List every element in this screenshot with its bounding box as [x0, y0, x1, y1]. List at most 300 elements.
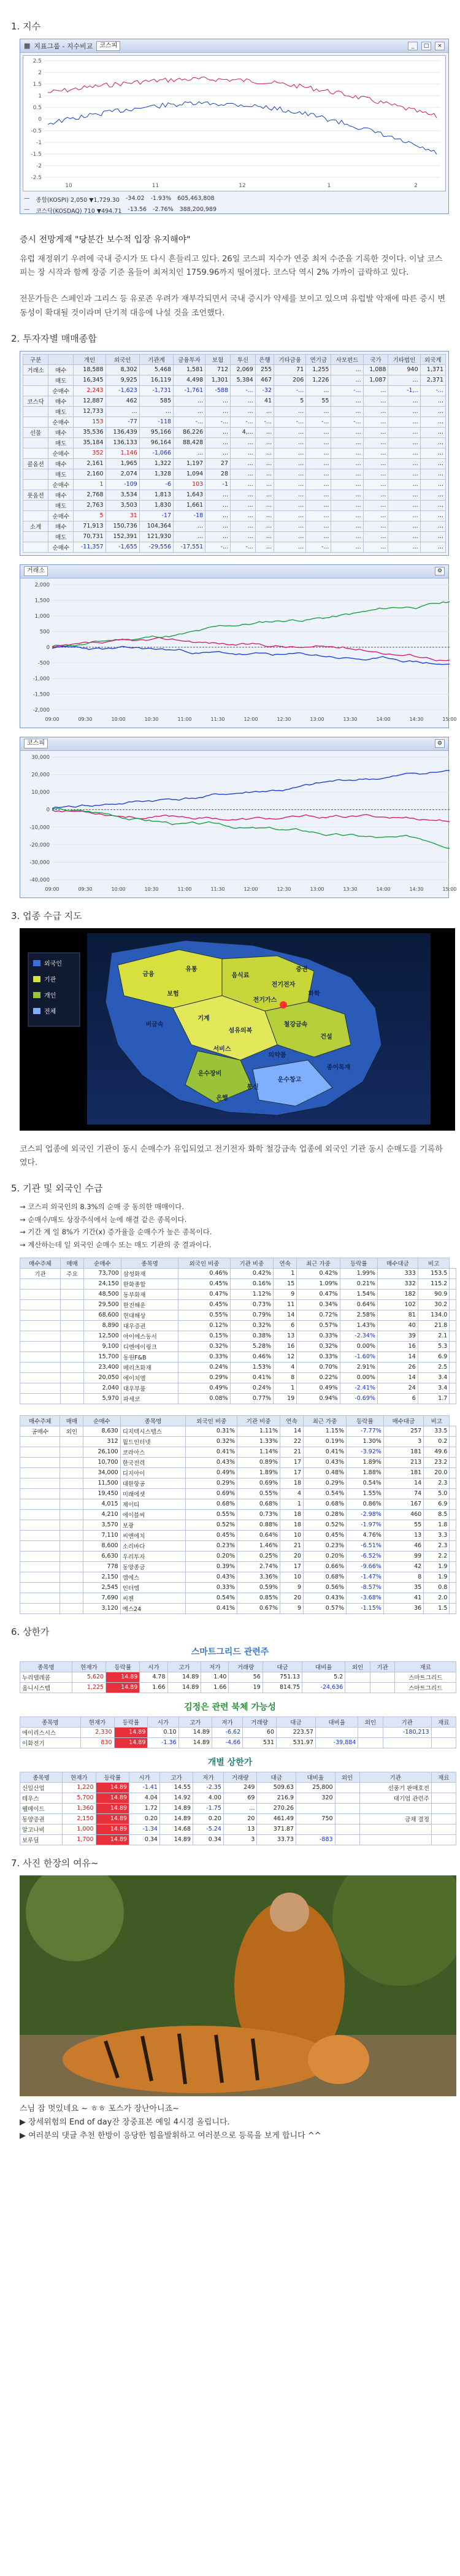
trade-cell: 매수 [48, 490, 74, 500]
trade-header-cell: 개인 [74, 354, 105, 364]
foreign-group-cell [20, 1593, 60, 1603]
institution-cell: 0.70% [297, 1362, 340, 1372]
limitup-group-1-title: 스마트그리드 관련주 [191, 1647, 269, 1657]
trade-group-cell [23, 531, 48, 542]
legend-kosdaq-v1: -13.56 [128, 206, 147, 213]
trade-group-cell [23, 448, 48, 458]
trade-cell: 5 [74, 510, 105, 521]
foreign-cell: 0.43% [186, 1457, 237, 1467]
foreign-header-cell: 외국인 비중 [186, 1415, 237, 1426]
trade-cell: ... [174, 531, 205, 542]
map-region-label: 기계 [197, 1015, 210, 1022]
foreign-cell: 1.9 [424, 1561, 450, 1572]
institution-cell: 0.32% [230, 1320, 273, 1331]
foreign-row [20, 1478, 456, 1488]
foreign-sub-cell [60, 1540, 83, 1551]
foreign-row [20, 1499, 456, 1509]
institution-stock-name: 디엔에이링크 [121, 1341, 178, 1351]
trade-cell: ... [255, 510, 274, 521]
trade-cell: ... [205, 531, 231, 542]
trade-cell: ... [231, 469, 256, 479]
institution-cell: 0.49% [178, 1383, 230, 1393]
limitup-2-header-row [20, 1717, 456, 1727]
flow-chart-2-settings-icon[interactable]: ⚙ [435, 739, 445, 748]
flow-chart-2-titlebar [20, 737, 448, 751]
foreign-amount-cell: 312 [83, 1436, 120, 1447]
flow-x-tick: 14:30 [409, 716, 424, 722]
foreign-group-cell [20, 1499, 60, 1509]
institution-cell: 0.00% [340, 1341, 377, 1351]
legend-kosdaq-swatch: — [24, 206, 30, 213]
limitup-3-cell: 4.04 [129, 1793, 160, 1803]
trade-cell: ... [274, 521, 306, 531]
foreign-cell: 0.43% [186, 1572, 237, 1582]
foreign-cell: 0.32% [186, 1436, 237, 1447]
flow-x-tick: 12:00 [243, 886, 258, 892]
foreign-note-cell [450, 1499, 456, 1509]
trade-cell: ... [255, 542, 274, 552]
institution-cell: 1.43% [340, 1320, 377, 1331]
commentary-para-2: 전문가들은 스페인과 그리스 등 유로존 우려가 재부각되면서 국내 증시가 약세를 보이고 있으며 유럽발 악재에 따른 증시 변동성이 확대될 것이라며 단기적 대응에 나설 것을 조언했다. [20, 294, 446, 318]
map-legend-individual: 개인 [44, 992, 56, 999]
foreign-stock-name: 코라아스 [120, 1447, 186, 1457]
photo-tiger-head [308, 2035, 369, 2084]
institution-table-body [20, 1268, 456, 1404]
trade-group-cell [23, 406, 48, 417]
limitup-3-header-cell: 기관 [359, 1772, 431, 1782]
trade-cell: ... [388, 510, 420, 521]
limitup-3-cell: 0.20 [129, 1813, 160, 1824]
foreign-cell: -2.98% [346, 1509, 383, 1520]
flow-1-line-foreigner [52, 646, 450, 664]
foreign-stock-name: 한국전력 [120, 1457, 186, 1467]
foreign-cell: 4.76% [346, 1530, 383, 1540]
institution-sub-cell [60, 1278, 83, 1289]
trade-cell: 1,813 [139, 490, 173, 500]
bullet-1: → 코스피 외국인의 8.3%의 순매 중 동의한 매매이다. [20, 1202, 185, 1211]
index-combo[interactable]: 코스피 [96, 41, 120, 51]
legend-kospi-v2: -1.93% [150, 195, 172, 202]
foreign-cell: 14 [280, 1426, 304, 1436]
institution-note-cell [450, 1383, 456, 1393]
foreign-cell: 0.54% [346, 1478, 383, 1488]
foreign-cell: 0.55% [186, 1509, 237, 1520]
trade-cell: ... [231, 531, 256, 542]
trade-cell: 3,503 [105, 500, 139, 510]
foreign-sub-cell [60, 1551, 83, 1561]
flow-chart-window-1 [20, 564, 457, 728]
trade-cell: 매도 [48, 469, 74, 479]
foreign-stock-name: 에이블씨 [120, 1509, 186, 1520]
institution-note-cell [450, 1310, 456, 1320]
trade-cell: -... [231, 542, 256, 552]
institution-cell: 19 [274, 1393, 297, 1404]
trade-cell: ... [363, 396, 388, 406]
trade-cell: 매도 [48, 437, 74, 448]
institution-cell: 30.2 [418, 1299, 450, 1310]
limitup-table-1 [20, 1661, 456, 1693]
section-title-index: 1. 지수 [11, 21, 41, 32]
trade-row [23, 458, 446, 469]
limitup-3-row [20, 1834, 456, 1845]
trade-group-cell [23, 510, 48, 521]
trade-cell: ... [231, 521, 256, 531]
trade-header-cell: 은행 [255, 354, 274, 364]
institution-cell: 14 [377, 1372, 418, 1383]
institution-cell: -2.34% [340, 1331, 377, 1341]
index-y-tick: 0 [38, 117, 42, 123]
trade-cell: ... [388, 542, 420, 552]
index-x-tick: 11 [151, 183, 159, 189]
trade-cell: ... [420, 521, 445, 531]
trade-cell: -118 [139, 417, 173, 427]
institution-header-cell: 매수대금 [377, 1258, 418, 1268]
institution-cell: 0.46% [230, 1351, 273, 1362]
limitup-3-cell: 0.34 [193, 1834, 224, 1845]
close-icon[interactable]: × [435, 42, 445, 50]
legend-kosdaq-v3: 388,200,989 [179, 206, 217, 213]
section-title-trade: 2. 투자자별 매매종합 [11, 333, 97, 344]
foreign-row [20, 1603, 456, 1613]
foreign-sub-cell [60, 1499, 83, 1509]
limitup-2-cell [383, 1737, 431, 1748]
trade-row [23, 364, 446, 375]
foreign-cell: 21 [280, 1447, 304, 1457]
foreign-cell: 0.68% [186, 1499, 237, 1509]
institution-amount-cell: 5,970 [84, 1393, 121, 1404]
map-legend [28, 953, 80, 1026]
foreign-group-cell [20, 1582, 60, 1593]
limitup-2-header-cell: 대비율 [315, 1717, 358, 1727]
institution-note-cell [450, 1362, 456, 1372]
foreign-cell: 0.43% [304, 1457, 347, 1467]
limitup-3-header-cell: 고가 [159, 1772, 193, 1782]
foreign-note-cell [450, 1561, 456, 1572]
limitup-1-header-cell: 시가 [140, 1661, 167, 1672]
trade-cell: 순매수 [48, 417, 74, 427]
limitup-2-cell [358, 1727, 383, 1737]
foreign-note-cell [450, 1478, 456, 1488]
limitup-3-cell: 14.89 [96, 1803, 129, 1813]
trade-cell: 순매수 [48, 542, 74, 552]
foreign-cell: 8 [383, 1572, 423, 1582]
index-y-tick: -1 [36, 140, 42, 146]
limitup-3-cell [431, 1824, 456, 1834]
limitup-3-cell [335, 1803, 359, 1813]
foreign-cell: 0.41% [186, 1603, 237, 1613]
trade-cell: 매도 [48, 500, 74, 510]
foreign-cell: 35 [383, 1582, 423, 1593]
limitup-3-cell [359, 1824, 431, 1834]
trade-cell: 2,074 [105, 469, 139, 479]
index-chart-svg [23, 56, 447, 191]
foreign-cell: 0.57% [304, 1603, 347, 1613]
institution-sub-cell [60, 1331, 83, 1341]
trade-cell: ... [363, 469, 388, 479]
trade-header-cell: 기관계 [139, 354, 173, 364]
foreign-cell: 0.56% [304, 1582, 347, 1593]
trade-cell: 12,887 [74, 396, 105, 406]
trade-cell: 16,345 [74, 375, 105, 385]
institution-cell: 0.73% [230, 1299, 273, 1310]
trade-cell: ... [388, 417, 420, 427]
limitup-3-cell: 14.89 [159, 1803, 193, 1813]
trade-cell: 매도 [48, 375, 74, 385]
trade-cell: ... [331, 375, 363, 385]
section-title-flows: 5. 기관 및 외국인 수급 [11, 1183, 103, 1194]
foreign-table-header [20, 1415, 456, 1426]
trade-cell: ... [388, 469, 420, 479]
trade-cell: ... [420, 437, 445, 448]
foreign-cell: 33.5 [424, 1426, 450, 1436]
foreign-cell: -6.51% [346, 1540, 383, 1551]
trade-cell: 매수 [48, 458, 74, 469]
limitup-3-cell: 선풍기 판매호전 [359, 1782, 431, 1793]
limitup-2-cell: -39,884 [315, 1737, 358, 1748]
trade-cell: -... [231, 385, 256, 396]
foreign-cell: 1.46% [237, 1540, 280, 1551]
trade-cell: ... [231, 406, 256, 417]
flow-x-tick: 13:00 [310, 886, 324, 892]
institution-group-cell [20, 1351, 61, 1362]
institution-cell: 0.24% [230, 1383, 273, 1393]
limitup-3-cell: 20 [223, 1813, 257, 1824]
institution-amount-cell: 29,500 [84, 1299, 121, 1310]
institution-header-cell: 연속 [274, 1258, 297, 1268]
institution-cell: 90.9 [418, 1289, 450, 1299]
limitup-2-header-cell: 시가 [148, 1717, 178, 1727]
foreign-cell: -6.52% [346, 1551, 383, 1561]
institution-amount-cell: 23,400 [84, 1362, 121, 1372]
limitup-1-header-cell: 대비율 [302, 1661, 345, 1672]
trade-cell: 940 [388, 364, 420, 375]
limitup-2-cell: -1.36 [148, 1737, 178, 1748]
foreign-sub-cell [60, 1509, 83, 1520]
limitup-1-cell: 5.2 [302, 1672, 345, 1682]
limitup-2-row [20, 1727, 456, 1737]
map-region-label: 운수장비 [197, 1070, 222, 1077]
foreign-sub-cell [60, 1530, 83, 1540]
institution-stock-name: 한화종합 [121, 1278, 178, 1289]
foreign-amount-cell: 6,630 [83, 1551, 120, 1561]
trade-cell: -... [306, 417, 331, 427]
trade-header-cell: 국가 [363, 354, 388, 364]
foreign-cell: 0.54% [186, 1593, 237, 1603]
foreign-cell: 0.52% [186, 1520, 237, 1530]
trade-cell: ... [231, 458, 256, 469]
trade-cell: ... [205, 396, 231, 406]
legend-kospi-label: 종합(KOSPI) 2,050 ▼1,729.30 [36, 197, 120, 204]
institution-cell: 13 [274, 1331, 297, 1341]
limitup-3-cell: 33.73 [257, 1834, 296, 1845]
limitup-3-cell: -883 [296, 1834, 335, 1845]
foreign-stock-name: 제이티 [120, 1499, 186, 1509]
trade-row [23, 531, 446, 542]
institution-stock-name: 현대해상 [121, 1310, 178, 1320]
institution-cell: 0.33% [297, 1351, 340, 1362]
trade-cell: ... [388, 521, 420, 531]
flow-chart-2-combo[interactable]: 코스피 [24, 739, 48, 748]
trade-cell: -17 [139, 510, 173, 521]
foreign-amount-cell: 4,210 [83, 1509, 120, 1520]
photo-tiger-body [63, 2026, 332, 2093]
sector-map [20, 928, 455, 1131]
foreign-row [20, 1520, 456, 1530]
trade-group-cell: 소계 [23, 521, 48, 531]
trade-cell: ... [174, 406, 205, 417]
institution-cell: 115.2 [418, 1278, 450, 1289]
limitup-3-cell: 대기업 관련주 [359, 1793, 431, 1803]
trade-cell: ... [363, 385, 388, 396]
limitup-3-cell: 4.00 [193, 1793, 224, 1803]
institution-cell: 40 [377, 1320, 418, 1331]
trade-cell: 104,364 [139, 521, 173, 531]
trade-cell: ... [231, 437, 256, 448]
trade-row [23, 437, 446, 448]
flow-x-tick: 10:30 [144, 886, 159, 892]
trade-cell: -588 [205, 385, 231, 396]
foreign-cell: 18 [280, 1478, 304, 1488]
flow-x-tick: 09:00 [45, 716, 59, 722]
foreign-cell: -3.92% [346, 1447, 383, 1457]
trade-cell: ... [274, 469, 306, 479]
institution-cell: 8 [274, 1372, 297, 1383]
flow-x-tick: 14:00 [376, 716, 391, 722]
trade-cell: ... [255, 531, 274, 542]
institution-cell: 1.53% [230, 1362, 273, 1372]
limitup-1-row [20, 1682, 456, 1693]
foreign-row [20, 1593, 456, 1603]
limitup-3-cell [359, 1803, 431, 1813]
institution-cell: 0.12% [178, 1320, 230, 1331]
institution-cell: 0.49% [297, 1383, 340, 1393]
trade-cell: -18 [174, 510, 205, 521]
foreign-cell: 0.85% [237, 1593, 280, 1603]
flow-x-tick: 11:30 [210, 886, 225, 892]
limitup-2-header-cell: 저가 [212, 1717, 242, 1727]
institution-cell: 1 [274, 1268, 297, 1278]
foreign-row [20, 1530, 456, 1540]
trade-cell: 순매수 [48, 448, 74, 458]
trade-cell: -11,357 [74, 542, 105, 552]
maximize-icon[interactable]: □ [421, 42, 431, 50]
trade-cell: -... [331, 385, 363, 396]
trade-header-cell: 기타금융 [274, 354, 306, 364]
foreign-group-cell [20, 1520, 60, 1530]
flow-chart-1-combo[interactable]: 거래소 [24, 566, 48, 576]
foreign-cell: 0.68% [304, 1499, 347, 1509]
foreign-cell: 8.5 [424, 1509, 450, 1520]
flow-x-tick: 11:30 [210, 716, 225, 722]
trade-cell: 1,581 [174, 364, 205, 375]
foreign-cell: 257 [383, 1426, 423, 1436]
limitup-3-cell: 1,360 [63, 1803, 96, 1813]
index-x-tick: 12 [239, 183, 246, 189]
trade-cell: ... [205, 427, 231, 437]
trade-cell: 9,925 [105, 375, 139, 385]
flow-chart-window-2 [20, 737, 457, 898]
limitup-3-cell: 320 [296, 1793, 335, 1803]
trade-cell: 150,736 [105, 521, 139, 531]
foreign-cell: 20.0 [424, 1467, 450, 1478]
trade-cell: 103 [174, 479, 205, 490]
flow-x-tick: 12:30 [277, 886, 291, 892]
foreign-cell: 0.8 [424, 1582, 450, 1593]
limitup-1-header-cell: 고가 [167, 1661, 201, 1672]
institution-sub-cell [60, 1372, 83, 1383]
limitup-2-header-cell: 대금 [277, 1717, 316, 1727]
institution-header-cell: 기관 비중 [230, 1258, 273, 1268]
trade-row [23, 500, 446, 510]
foreign-cell: 10 [280, 1572, 304, 1582]
minimize-icon[interactable]: _ [408, 42, 418, 50]
foreign-header-cell: 기관 비중 [237, 1415, 280, 1426]
trade-cell: 1,322 [139, 458, 173, 469]
trade-cell: ... [205, 448, 231, 458]
flow-chart-1-settings-icon[interactable]: ⚙ [435, 567, 445, 575]
institution-note-cell [450, 1268, 456, 1278]
trade-cell: 12,733 [74, 406, 105, 417]
institution-note-cell [450, 1351, 456, 1362]
institution-note-cell [450, 1331, 456, 1341]
map-legend-swatch-4 [33, 1008, 40, 1014]
trade-cell: 35,184 [74, 437, 105, 448]
map-legend-swatch-3 [33, 992, 40, 998]
limitup-2-cell [358, 1737, 383, 1748]
trade-cell: ... [388, 500, 420, 510]
trade-cell: ... [274, 500, 306, 510]
limitup-3-cell: 249 [223, 1782, 257, 1793]
limitup-2-cell [431, 1727, 456, 1737]
foreign-note-cell [450, 1520, 456, 1530]
foreign-stock-name: 월드인터넷 [120, 1436, 186, 1447]
flow-y-tick: -2,000 [33, 707, 50, 713]
trade-cell: 467 [255, 375, 274, 385]
limitup-2-cell: 0.10 [148, 1727, 178, 1737]
foreign-cell: 0.2 [424, 1436, 450, 1447]
limitup-3-row [20, 1813, 456, 1824]
foreign-cell: 20 [280, 1593, 304, 1603]
foreign-amount-cell: 3,570 [83, 1520, 120, 1530]
foreign-header-cell: 연속 [280, 1415, 304, 1426]
institution-header-cell: 최근 가중 [297, 1258, 340, 1268]
map-region-label: 비금속 [145, 1021, 164, 1028]
institution-cell: 0.45% [178, 1299, 230, 1310]
trade-cell: 순매수 [48, 385, 74, 396]
foreign-row [20, 1436, 456, 1447]
trade-cell: -1,066 [139, 448, 173, 458]
foreign-cell: 2.74% [237, 1561, 280, 1572]
section-title-photo: 7. 사진 한장의 여유~ [11, 1857, 99, 1869]
institution-amount-cell: 12,500 [84, 1331, 121, 1341]
foreign-amount-cell: 11,500 [83, 1478, 120, 1488]
trade-cell: 206 [274, 375, 306, 385]
trade-cell: ... [306, 427, 331, 437]
foreign-cell: 213 [383, 1457, 423, 1467]
trade-cell: 순매수 [48, 479, 74, 490]
foreign-cell: 17 [280, 1457, 304, 1467]
trade-cell: -... [274, 417, 306, 427]
flow-y-tick: 0 [46, 807, 50, 813]
trade-cell: ... [363, 531, 388, 542]
trade-row [23, 406, 446, 417]
limitup-3-cell: ... [223, 1803, 257, 1813]
foreign-amount-cell: 2,545 [83, 1582, 120, 1593]
trade-cell: ... [363, 490, 388, 500]
foreign-row [20, 1488, 456, 1499]
limitup-1-cell [345, 1672, 370, 1682]
institution-note-cell [450, 1299, 456, 1310]
